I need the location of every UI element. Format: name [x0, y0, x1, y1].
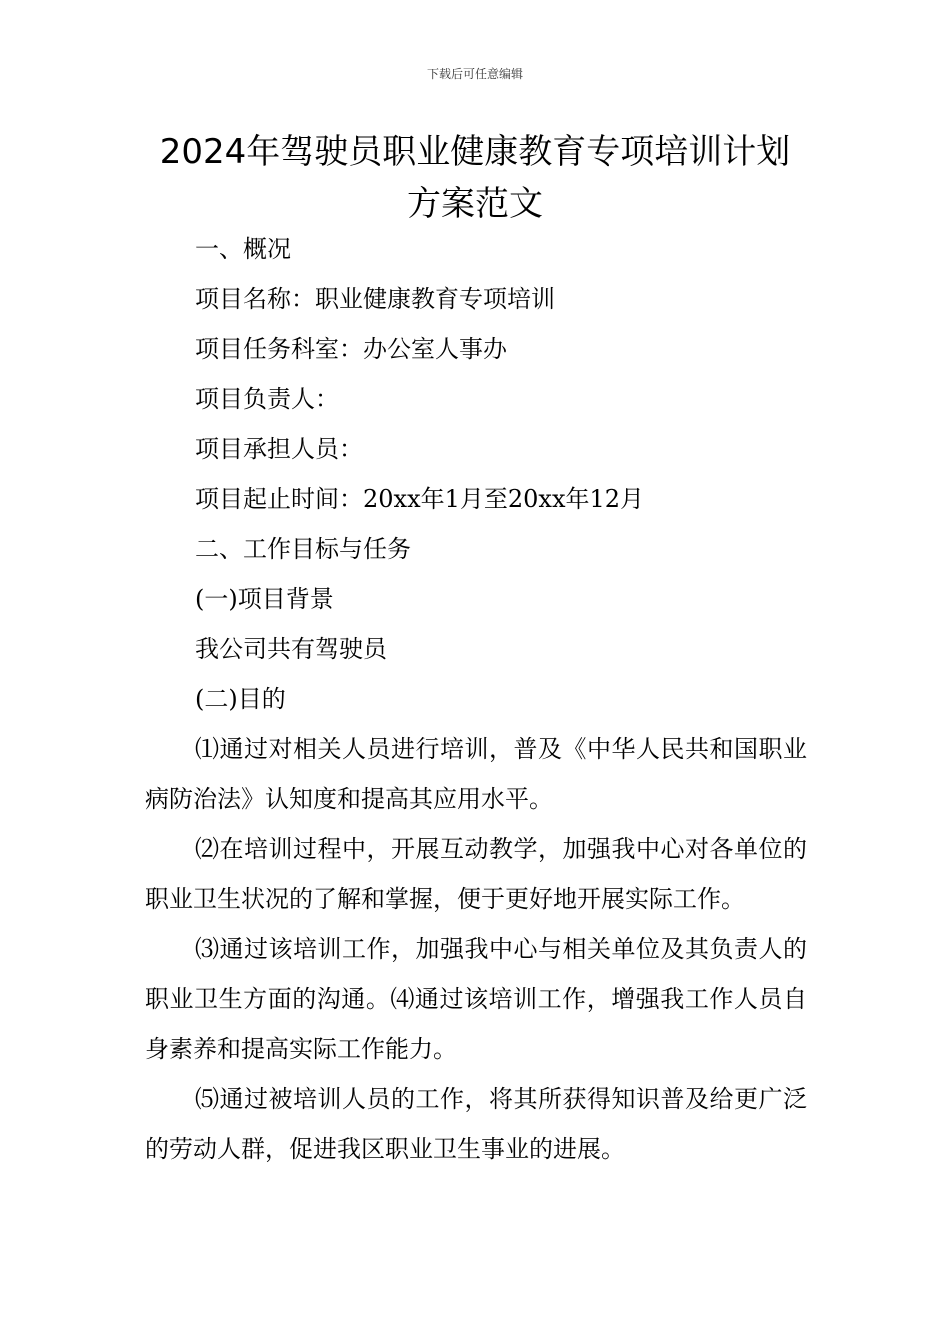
- title-line-2: 方案范文: [407, 184, 543, 224]
- document-title: [130, 126, 820, 230]
- project-lead-line: 项目负责人：: [195, 385, 339, 413]
- project-period-line: 项目起止时间：20xx年1月至20xx年12月: [195, 485, 645, 513]
- subsection-heading-purpose: (二)目的: [195, 685, 286, 713]
- section-heading-overview: 一、概况: [195, 235, 291, 263]
- project-staff-line: 项目承担人员：: [195, 435, 363, 463]
- project-department-line: 项目任务科室：办公室人事办: [195, 335, 507, 363]
- document-body: [145, 224, 807, 1174]
- goal-paragraph-2: ⑵在培训过程中，开展互动教学，加强我中心对各单位的职业卫生状况的了解和掌握，便于更好地开展实际工作。: [145, 835, 807, 913]
- background-text: 我公司共有驾驶员: [195, 635, 387, 663]
- goal-paragraph-1: ⑴通过对相关人员进行培训，普及《中华人民共和国职业病防治法》认知度和提高其应用水平。: [145, 735, 807, 813]
- goal-paragraph-5: ⑸通过被培训人员的工作，将其所获得知识普及给更广泛的劳动人群，促进我区职业卫生事业的进展。: [145, 1085, 807, 1163]
- project-name-line: 项目名称：职业健康教育专项培训: [195, 285, 555, 313]
- goal-paragraph-3-4: ⑶通过该培训工作，加强我中心与相关单位及其负责人的职业卫生方面的沟通。⑷通过该培训工作，增强我工作人员自身素养和提高实际工作能力。: [145, 935, 807, 1063]
- section-heading-goals: 二、工作目标与任务: [195, 535, 411, 563]
- page-header-note: 下载后可任意编辑: [426, 67, 523, 81]
- title-line-1: 2024年驾驶员职业健康教育专项培训计划: [159, 132, 791, 172]
- subsection-heading-background: (一)项目背景: [195, 585, 334, 613]
